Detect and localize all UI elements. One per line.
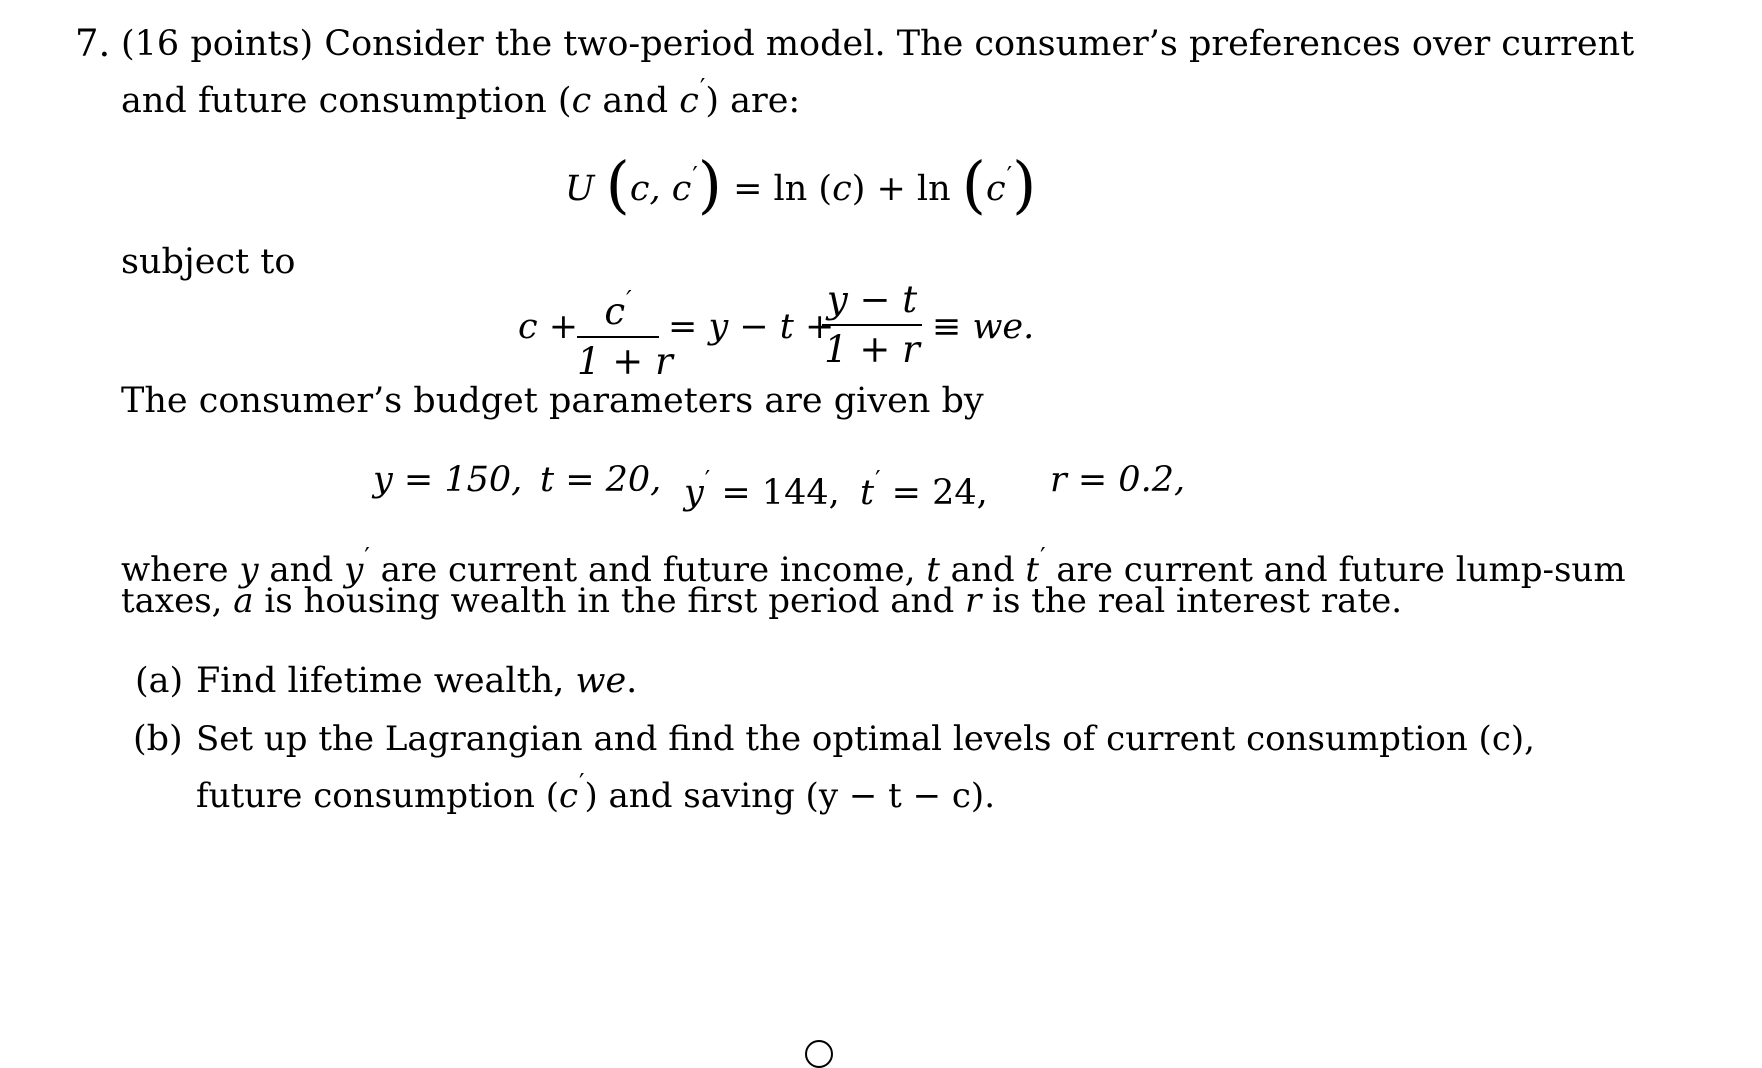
part-b-label: (b) bbox=[133, 719, 183, 759]
where-line-1: where y and y′ are current and future income, t and t′ are current and future lump-sum bbox=[121, 543, 1626, 590]
subject-to-label: subject to bbox=[121, 242, 296, 282]
problem-line-2: and future consumption (c and c′) are: bbox=[121, 74, 801, 121]
problem-number: 7. bbox=[75, 22, 111, 65]
budget-middle: = y − t + bbox=[668, 307, 835, 347]
budget-equiv: ≡ we. bbox=[932, 307, 1035, 347]
page-number-mark bbox=[805, 1040, 833, 1068]
problem-line-1: (16 points) Consider the two-period model. The consumer’s preferences over current bbox=[121, 24, 1635, 64]
budget-fraction-2: y − t 1 + r bbox=[822, 278, 922, 372]
param-y: y = 150, bbox=[373, 460, 523, 500]
params-intro: The consumer’s budget parameters are given by bbox=[121, 381, 984, 421]
part-a-label: (a) bbox=[135, 661, 184, 701]
param-t-prime: t′ = 24, bbox=[860, 466, 988, 513]
budget-lhs: c + bbox=[518, 307, 579, 347]
param-y-prime: y′ = 144, bbox=[684, 466, 840, 513]
utility-equation: U (c, c′) = ln (c) + ln (c′) bbox=[565, 148, 1037, 221]
part-a-text: Find lifetime wealth, we. bbox=[196, 661, 638, 701]
where-line-2: taxes, a is housing wealth in the first period and r is the real interest rate. bbox=[121, 581, 1403, 621]
param-r: r = 0.2, bbox=[1050, 460, 1186, 500]
part-b-line-1: Set up the Lagrangian and find the optimal levels of current consumption (c), bbox=[196, 719, 1535, 759]
budget-fraction-1: c′ 1 + r bbox=[577, 286, 673, 383]
param-t: t = 20, bbox=[540, 460, 662, 500]
part-b-line-2: future consumption (c′) and saving (y − t − c). bbox=[196, 769, 996, 816]
